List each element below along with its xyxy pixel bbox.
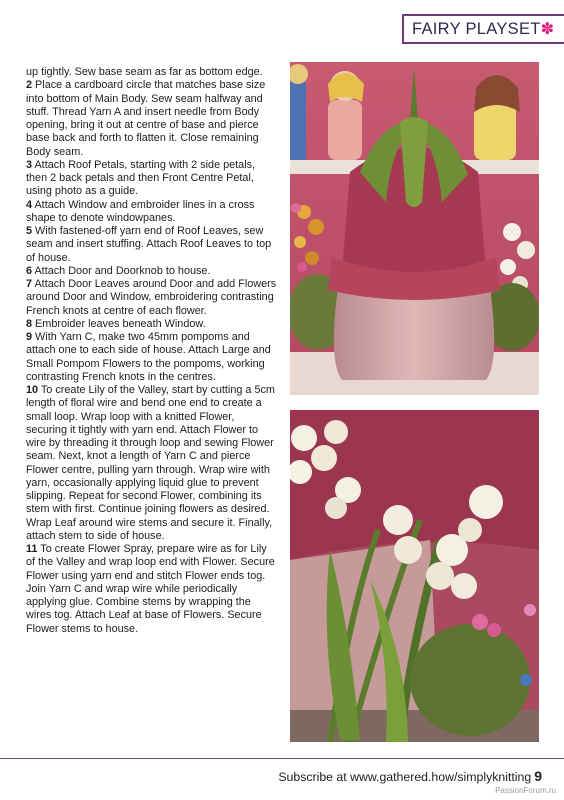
step-number: 3 [26,158,33,171]
instructions-column [26,66,278,636]
section-title: FAIRY PLAYSET [412,20,541,38]
step-text: With fastened-off yarn end of Roof Leaves, sew seam and insert stuffing. Attach Roof Leaves to top of house. [26,225,272,264]
flower-icon: ✽ [540,21,554,38]
instruction-step [26,265,278,278]
step-number: 5 [26,225,33,237]
instruction-step [26,225,278,265]
section-header-tab [402,14,564,44]
step-number: 4 [26,198,33,211]
instruction-step [26,199,278,226]
footer [278,768,542,784]
step-text: Attach Roof Petals, starting with 2 side petals, then 2 back petals and then Front Centre Petal, using photo as a guide. [26,158,256,198]
step-number: 9 [26,331,33,343]
step-text: Attach Door Leaves around Door and add Flowers around Door and Window, embroidering contrasting French knots at centre of each flower. [26,278,277,317]
step-number: 2 [26,79,33,92]
step-number: 11 [26,543,38,555]
instruction-step [26,331,278,384]
step-text: Place a cardboard circle that matches base size into bottom of Main Body. Sew seam halfway and stuff. Thread Yarn A and insert needle from Body opening, bring it out at centre of base and pierce base back and forth to flatten it. Close remaining Body seam. [26,79,266,158]
step-text: Embroider leaves beneath Window. [35,317,206,330]
instruction-step [26,318,278,331]
instruction-step [26,278,278,318]
step-number: 8 [26,317,33,330]
step-number: 10 [26,384,39,396]
step-number: 7 [26,278,33,290]
step-text: Attach Door and Doorknob to house. [34,264,211,277]
photo-lily-of-the-valley [290,410,539,742]
step-text: With Yarn C, make two 45mm pompoms and attach one to each side of house. Attach Large and Small Pompom Flowers to the pompoms, working contrasting French knots in the centres. [26,331,271,383]
instruction-step [26,79,278,159]
step-number: 6 [26,264,33,277]
photo-flower-house [290,62,539,395]
step-text: Attach Window and embroider lines in a cross shape to denote windowpanes. [26,198,255,224]
instruction-step [26,384,278,543]
step-text: To create Lily of the Valley, start by cutting a 5cm length of floral wire and bend one end to create a small loop. Wrap loop with a knitted Flower, securing it tightly with yarn end. Attach Flower to wire by threading it through loop and sewing Flower seam. Next, knot a length of Yarn C and pierce Flower centre, pulling yarn through. Wrap wire with yarn, occasionally applying liquid glue to prevent slipping. Repeat for second Flower, combining its stem with first. Continue joining flowers as desired. Wrap Leaf around wire stems and secure it. Finally, attach stem to side of house. [26,384,275,542]
instruction-step [26,159,278,199]
instructions-intro: up tightly. Sew base seam as far as bottom edge. [26,66,263,78]
footer-divider [0,758,564,759]
page-number: 9 [534,768,542,784]
step-text: To create Flower Spray, prepare wire as for Lily of the Valley and wrap loop end with Flower. Secure Flower using yarn end and stitch Flower ends tog. Join Yarn C and wrap wire while periodically applying glue. Combine stems by wrapping the wires tog. Attach Leaf at base of Flowers. Secure Flower stems to house. [26,543,275,635]
watermark: PassionForum.ru [495,786,556,795]
instruction-step [26,543,278,636]
subscribe-text: Subscribe at www.gathered.how/simplyknitting [278,770,532,784]
